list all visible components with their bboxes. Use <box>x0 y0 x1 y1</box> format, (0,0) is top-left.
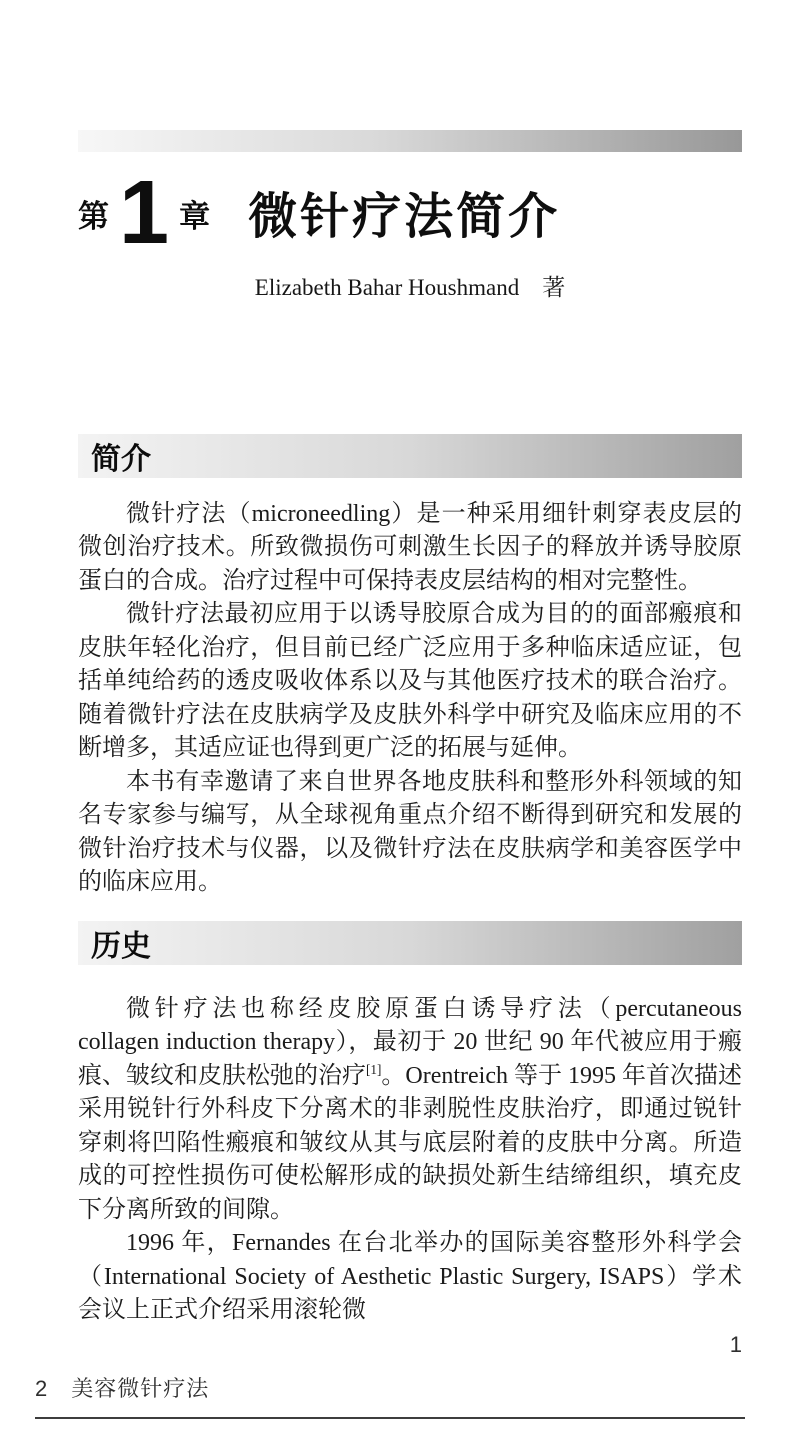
chapter-label-suffix: 章 <box>179 198 211 234</box>
page-number: 1 <box>729 1331 742 1357</box>
citation-text-after: 。Orentreich 等于 1995 年首次描述采用锐针行外科皮下分离术的非剥脱性皮肤治疗，即通过锐针穿刺将凹陷性瘢痕和皱纹从其与底层附着的皮肤中分离。所造成的可控性损伤可使松解形成的缺损处新生结缔组织，填充皮下分离所致的间隙。 <box>78 1062 742 1223</box>
citation-text-before: 微针疗法也称经皮胶原蛋白诱导疗法（percutaneous collagen induction therapy），最初于 20 世纪 90 年代被应用于瘢痕、皱纹和皮肤松弛的治疗 <box>78 995 742 1089</box>
chapter-title: 微针疗法简介 <box>248 190 561 245</box>
book-page <box>0 130 800 1443</box>
chapter-number: 1 <box>119 163 170 263</box>
chapter-heading <box>78 163 742 263</box>
section-heading-intro-label: 简介 <box>91 442 151 476</box>
section-heading-history-label: 历史 <box>91 929 151 963</box>
chapter-label-prefix: 第 <box>78 198 109 234</box>
running-footer <box>35 1372 745 1419</box>
section-heading-history <box>78 921 742 965</box>
paragraph: 微针疗法（microneedling）是一种采用细针刺穿表皮层的微创治疗技术。所致微损伤可刺激生长因子的释放并诱导胶原蛋白的合成。治疗过程中可保持表皮层结构的相对完整性。 <box>78 500 742 594</box>
paragraph-with-citation <box>78 993 742 1228</box>
intro-paragraphs <box>78 498 742 900</box>
paragraph: 1996 年，Fernandes 在台北举办的国际美容整形外科学会（International Society of Aesthetic Plastic Surgery, ISAPS）学术会议上正式介绍采用滚轮微 <box>78 1230 742 1324</box>
author-line: Elizabeth Bahar Houshmand 著 <box>254 274 566 300</box>
paragraph: 本书有幸邀请了来自世界各地皮肤科和整形外科领域的知名专家参与编写，从全球视角重点介绍不断得到研究和发展的微针治疗技术与仪器，以及微针疗法在皮肤病学和美容医学中的临床应用。 <box>78 768 742 896</box>
citation-ref: [1] <box>366 1061 382 1077</box>
page-content <box>78 130 742 1358</box>
footer-book-title: 美容微针疗法 <box>71 1376 210 1401</box>
paragraph: 微针疗法最初应用于以诱导胶原合成为目的的面部瘢痕和皮肤年轻化治疗，但目前已经广泛应用于多种临床适应证，包括单纯给药的透皮吸收体系以及与其他医疗技术的联合治疗。随着微针疗法在皮肤病学及皮肤外科学中研究及临床应用的不断增多，其适应证也得到更广泛的拓展与延伸。 <box>78 601 742 762</box>
history-paragraphs <box>78 993 742 1328</box>
top-gradient-rule <box>78 130 742 152</box>
section-heading-intro <box>78 434 742 478</box>
footer-page-number: 2 <box>35 1376 48 1401</box>
